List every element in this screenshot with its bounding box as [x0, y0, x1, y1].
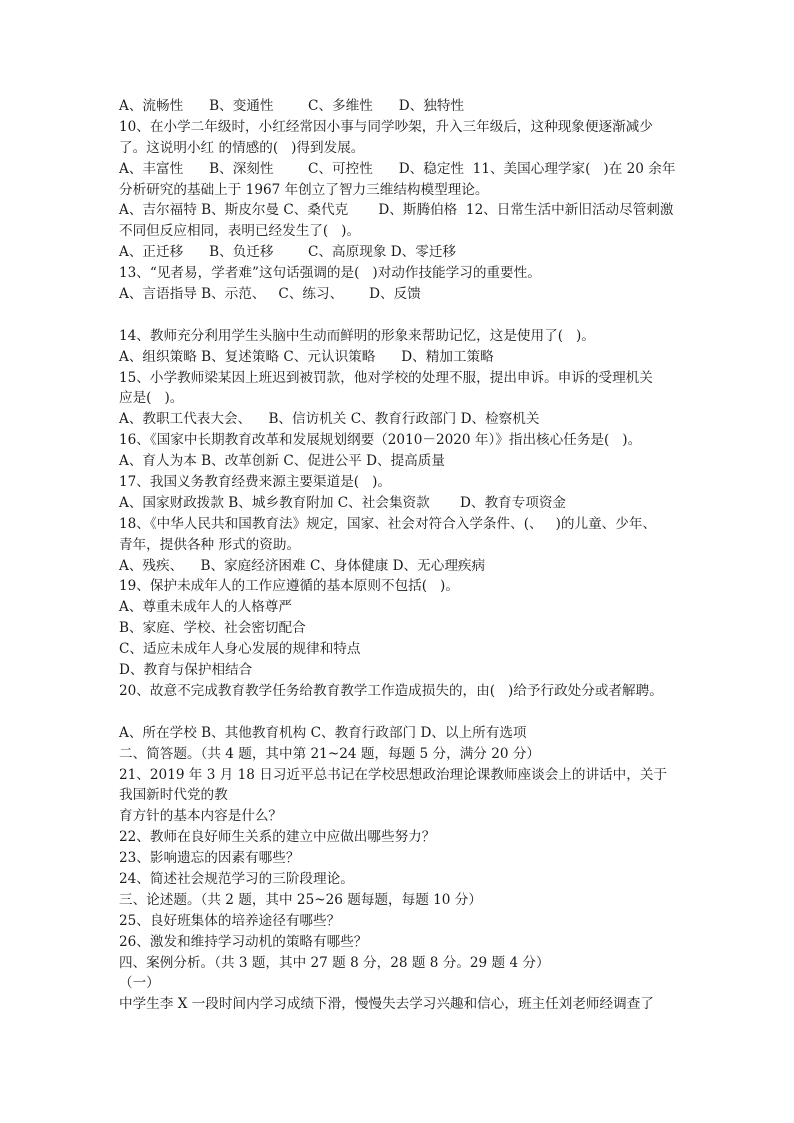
text-line: 青年，提供各种 形式的资助。 [119, 536, 301, 553]
text-line: A、尊重未成年人的人格尊严 [119, 599, 292, 616]
text-line: 26、激发和维持学习动机的策略有哪些？ [119, 933, 368, 950]
text-line: A、所在学校 B、其他教育机构 C、教育行政部门 D、以上所有选项 [119, 724, 527, 741]
text-line: A、吉尔福特 B、斯皮尔曼 C、桑代克 D、斯腾伯格 12、日常生活中新旧活动尽管刺激 [119, 202, 674, 219]
text-line: 14、教师充分利用学生头脑中生动而鲜明的形象来帮助记忆，这是使用了( )。 [119, 327, 595, 344]
text-line: A、组织策略 B、复述策略 C、元认识策略 D、精加工策略 [119, 348, 494, 365]
text-line: 25、良好班集体的培养途径有哪些？ [119, 912, 341, 929]
text-line: （一） [119, 975, 160, 992]
text-line: 四、案例分析。（共 3 题，其中 27 题 8 分，28 题 8 分。29 题 4 分） [119, 954, 550, 971]
text-line: 24、简述社会规范学习的三阶段理论。 [119, 870, 354, 887]
text-line: A、正迁移 B、负迁移 C、高原现象 D、零迁移 [119, 244, 457, 261]
text-line: 应是( )。 [119, 390, 184, 407]
text-line: A、丰富性 B、深刻性 C、可控性 D、稳定性 11、美国心理学家( )在 20 余年 [119, 160, 676, 177]
text-line: 22、教师在良好师生关系的建立中应做出哪些努力？ [119, 829, 436, 846]
text-line: A、育人为本 B、改革创新 C、促进公平 D、提高质量 [119, 453, 445, 470]
text-line: C、适应未成年人身心发展的规律和特点 [119, 641, 361, 658]
blank-line [119, 305, 689, 326]
text-line: 育方针的基本内容是什么？ [119, 808, 283, 825]
text-line: A、教职工代表大会、 B、信访机关 C、教育行政部门 D、检察机关 [119, 411, 540, 428]
text-line: A、国家财政拨款 B、城乡教育附加 C、社会集资款 D、教育专项资金 [119, 494, 567, 511]
text-line: B、家庭、学校、社会密切配合 [119, 620, 306, 637]
text-line: 13、“见者易，学者难”这句话强调的是( )对动作技能学习的重要性。 [119, 265, 541, 282]
text-line: 了。这说明小红 的情感的( )得到发展。 [119, 139, 365, 156]
text-line: 20、故意不完成教育教学任务给教育教学工作造成损失的，由( )给予行政处分或者解聘。 [119, 682, 663, 699]
blank-line [119, 702, 689, 723]
text-line: 18、《中华人民共和国教育法》规定，国家、社会对符合入学条件、(、 )的儿童、少年、 [119, 515, 657, 532]
text-line: 17、我国义务教育经费来源主要渠道是( )。 [119, 474, 391, 491]
text-line: 16、《国家中长期教育改革和发展规划纲要（2010－2020 年）》指出核心任务是( )。 [119, 432, 642, 449]
text-line: 二、简答题。（共 4 题，其中第 21~24 题，每题 5 分，满分 20 分） [119, 745, 541, 762]
text-line: 10、在小学二年级时，小红经常因小事与同学吵架，升入三年级后，这种现象便逐渐减少 [119, 118, 653, 135]
text-line: A、流畅性 B、变通性 C、多维性 D、独特性 [119, 98, 465, 114]
text-line: 分析研究的基础上于 1967 年创立了智力三维结构模型理论。 [119, 181, 489, 198]
text-line: 23、影响遗忘的因素有哪些？ [119, 850, 300, 867]
text-line: 15、小学教师梁某因上班迟到被罚款，他对学校的处理不服，提出申诉。申诉的受理机关 [119, 369, 653, 386]
text-line: D、教育与保护相结合 [119, 662, 253, 679]
text-line: 中学生李 X 一段时间内学习成绩下滑，慢慢失去学习兴趣和信心，班主任刘老师经调查了 [119, 996, 654, 1013]
text-line: 三、论述题。（共 2 题，其中 25~26 题每题，每题 10 分） [119, 891, 482, 908]
text-line: A、残疾、 B、家庭经济困难 C、身体健康 D、无心理疾病 [119, 557, 486, 574]
text-line: 21、2019 年 3 月 18 日习近平总书记在学校思想政治理论课教师座谈会上的讲话中，关于 [119, 766, 668, 783]
text-line: 不同但反应相同，表明已经发生了( )。 [119, 223, 361, 240]
text-line: 19、保护未成年人的工作应遵循的基本原则不包括( )。 [119, 578, 459, 595]
text-line: A、言语指导 B、示范、 C、练习、 D、反馈 [119, 286, 421, 303]
document-text [119, 96, 689, 1015]
text-line: 我国新时代党的教 [119, 787, 228, 804]
